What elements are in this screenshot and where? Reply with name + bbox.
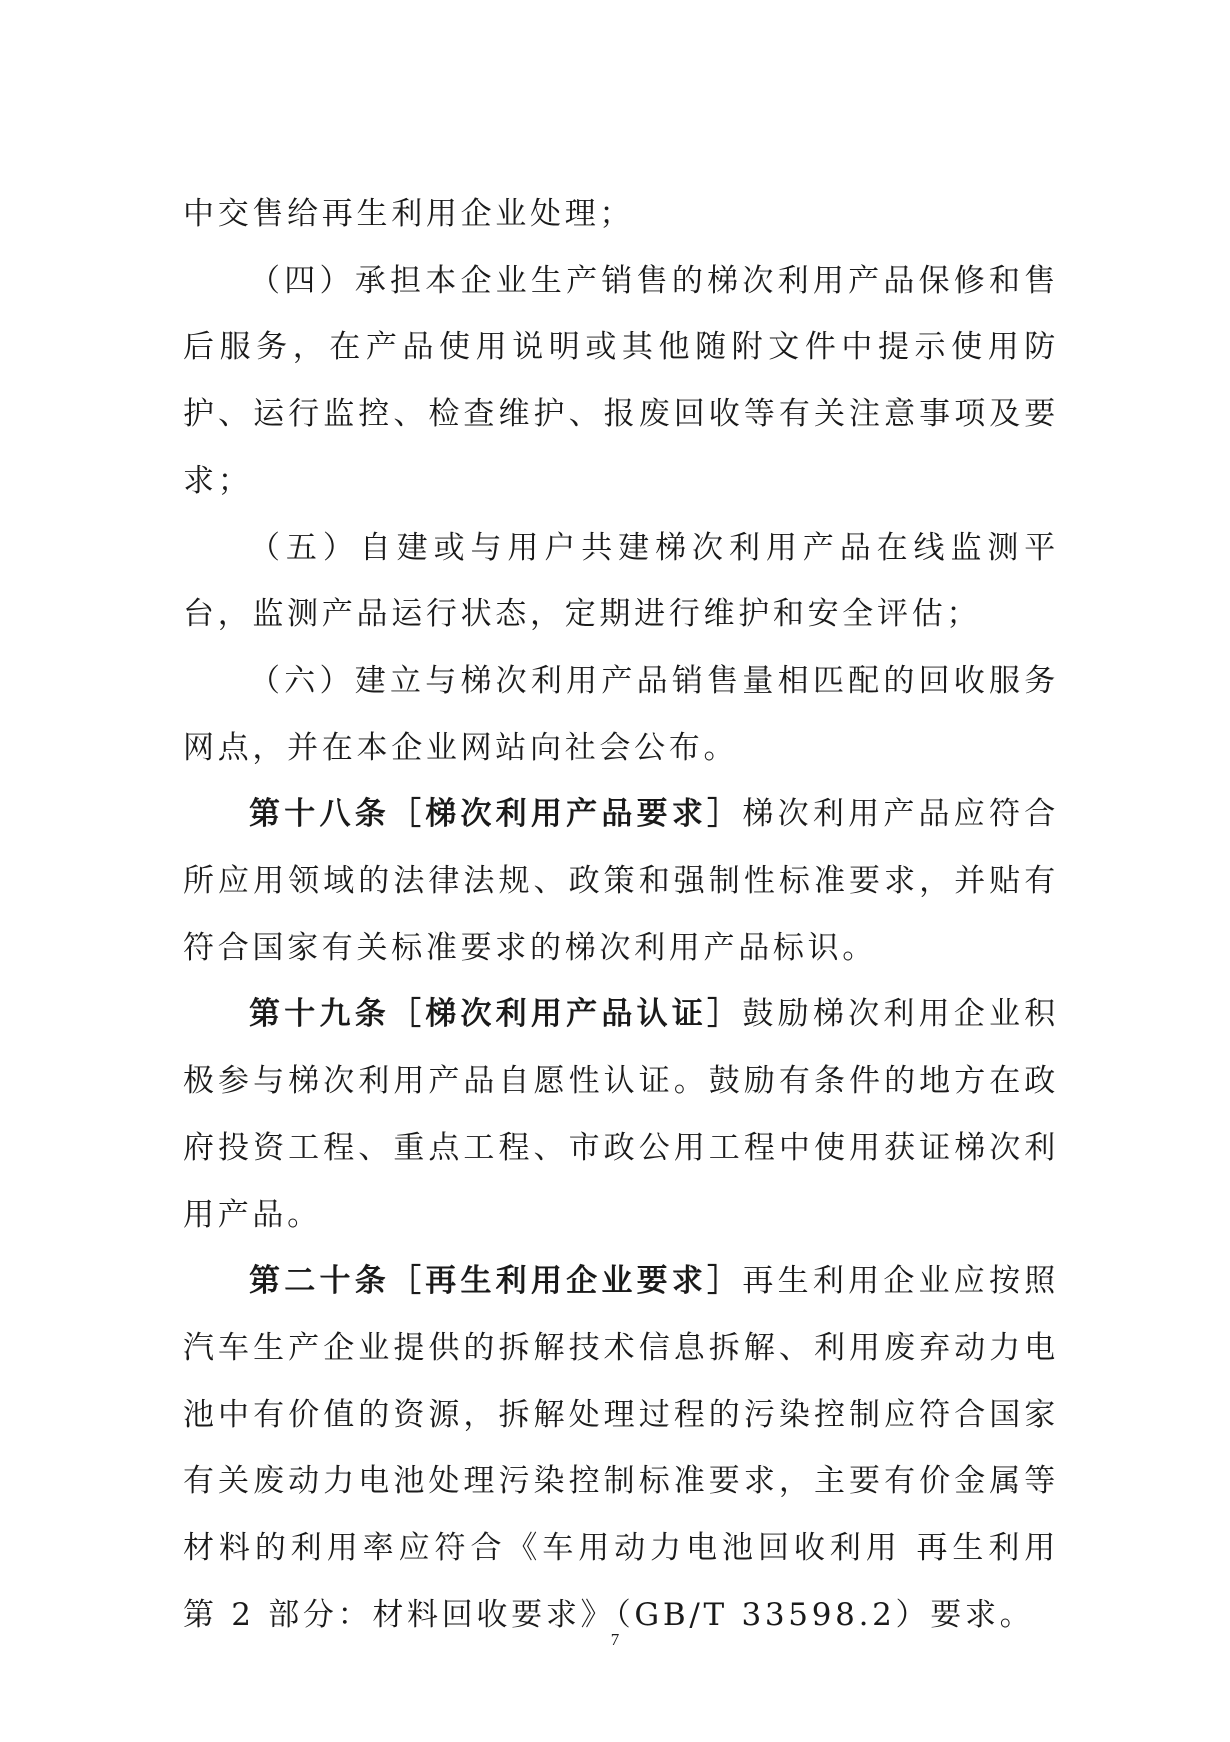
article-text: 梯次利用产品应符合所应用领域的法律法规、政策和强制性标准要求，并贴有符合国家有关标准要求的梯次利用产品标识。 (183, 796, 1059, 966)
article-text: 再生利用企业应按照汽车生产企业提供的拆解技术信息拆解、利用废弃动力电池中有价值的资源，拆解处理过程的污染控制应符合国家有关废动力电池处理污染控制标准要求，主要有价金属等材料的利用率应符合《车用动力电池回收利用 再生利用 第 2 部分：材料回收要求》（GB/T 33598.2）要求。 (183, 1263, 1059, 1633)
article-18 (183, 781, 1059, 981)
article-heading: 第二十条［再生利用企业要求］ (249, 1263, 743, 1300)
paragraph-text: （六）建立与梯次利用产品销售量相匹配的回收服务网点，并在本企业网站向社会公布。 (183, 662, 1059, 766)
paragraph-item-4 (183, 248, 1059, 515)
paragraph-continuation (183, 181, 1059, 248)
paragraph-text: （四）承担本企业生产销售的梯次利用产品保修和售后服务，在产品使用说明或其他随附文件中提示使用防护、运行监控、检查维护、报废回收等有关注意事项及要求； (183, 262, 1059, 499)
paragraph-text: 中交售给再生利用企业处理； (183, 196, 635, 232)
article-heading: 第十九条［梯次利用产品认证］ (249, 996, 743, 1033)
page-number: 7 (610, 1630, 620, 1649)
document-body (183, 181, 1059, 1648)
article-19 (183, 981, 1059, 1248)
article-20 (183, 1248, 1059, 1648)
article-heading: 第十八条［梯次利用产品要求］ (249, 796, 743, 833)
paragraph-text: （五）自建或与用户共建梯次利用产品在线监测平台，监测产品运行状态，定期进行维护和安全评估； (183, 529, 1059, 633)
article-text: 鼓励梯次利用企业积极参与梯次利用产品自愿性认证。鼓励有条件的地方在政府投资工程、重点工程、市政公用工程中使用获证梯次利用产品。 (183, 996, 1059, 1233)
paragraph-item-6 (183, 648, 1059, 781)
paragraph-item-5 (183, 515, 1059, 648)
